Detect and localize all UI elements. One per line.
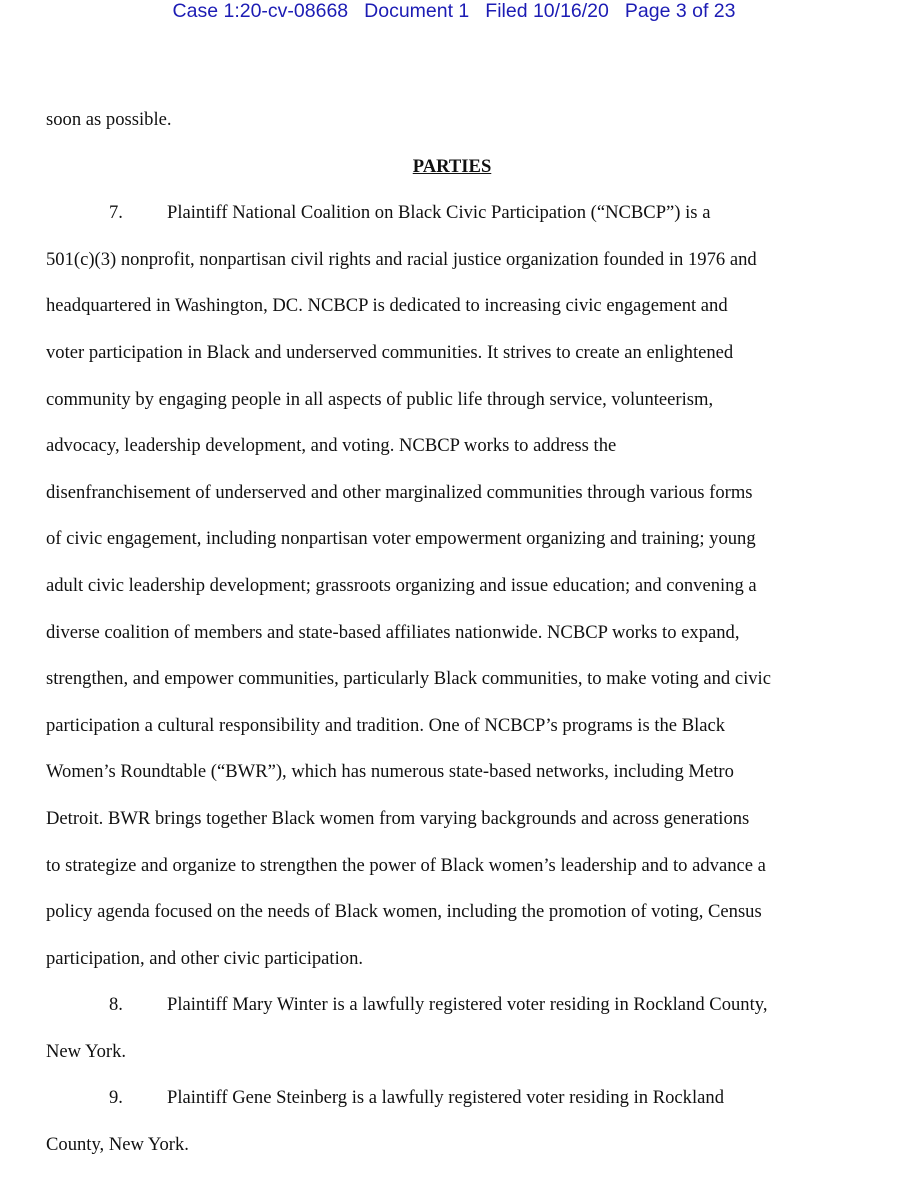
paragraph-first-line-text: Plaintiff Gene Steinberg is a lawfully registered voter residing in Rockland [167, 1087, 724, 1109]
paragraph-line: to strategize and organize to strengthen the power of Black women’s leadership and to advance a [46, 854, 766, 876]
paragraph-first-line [46, 190, 836, 237]
paragraph-line: advocacy, leadership development, and voting. NCBCP works to address the [46, 435, 617, 457]
paragraph-line: diverse coalition of members and state-based affiliates nationwide. NCBCP works to expand, [46, 621, 740, 643]
page-number: Page 3 of 23 [624, 0, 736, 22]
paragraph-line: Detroit. BWR brings together Black women from varying backgrounds and across generations [46, 807, 750, 829]
paragraph-line: of civic engagement, including nonpartisan voter empowerment organizing and training; young [46, 528, 756, 550]
case-header [0, 0, 908, 22]
paragraph-line: policy agenda focused on the needs of Black women, including the promotion of voting, Census [46, 901, 762, 923]
paragraph-line: headquartered in Washington, DC. NCBCP is dedicated to increasing civic engagement and [46, 295, 728, 317]
paragraph-first-line [46, 982, 836, 1029]
paragraph-number: 8. [109, 994, 123, 1016]
paragraph-first-line-text: Plaintiff Mary Winter is a lawfully registered voter residing in Rockland County, [167, 994, 768, 1016]
paragraph-line: community by engaging people in all aspects of public life through service, volunteerism, [46, 388, 714, 410]
section-heading: PARTIES [412, 155, 492, 177]
paragraph-line: County, New York. [46, 1134, 189, 1156]
paragraph-7 [46, 190, 836, 982]
paragraph-line: voter participation in Black and underserved communities. It strives to create an enlightened [46, 341, 734, 363]
paragraph-8 [46, 982, 836, 1075]
paragraph-line: disenfranchisement of underserved and other marginalized communities through various forms [46, 481, 753, 503]
paragraph-first-line-text: Plaintiff National Coalition on Black Civic Participation (“NCBCP”) is a [167, 202, 711, 224]
paragraph-number: 7. [109, 202, 123, 224]
continuation-text: soon as possible. [46, 109, 172, 130]
paragraph-line: participation a cultural responsibility and tradition. One of NCBCP’s programs is the Black [46, 714, 726, 736]
paragraph-first-line [46, 1075, 836, 1122]
paragraph-9 [46, 1075, 836, 1168]
paragraph-line: participation, and other civic participation. [46, 947, 364, 969]
paragraph-list [46, 190, 836, 1168]
filed-date: Filed 10/16/20 [485, 0, 609, 22]
paragraph-line: strengthen, and empower communities, particularly Black communities, to make voting and civic [46, 668, 771, 690]
document-body [46, 97, 836, 1169]
document-number: Document 1 [364, 0, 470, 22]
paragraph-line: New York. [46, 1040, 127, 1062]
paragraph-number: 9. [109, 1087, 123, 1109]
case-number: Case 1:20-cv-08668 [172, 0, 349, 22]
paragraph-line: adult civic leadership development; grassroots organizing and issue education; and convening a [46, 574, 757, 596]
paragraph-line: Women’s Roundtable (“BWR”), which has numerous state-based networks, including Metro [46, 761, 734, 783]
paragraph-line: 501(c)(3) nonprofit, nonpartisan civil rights and racial justice organization founded in 1976 and [46, 248, 757, 270]
